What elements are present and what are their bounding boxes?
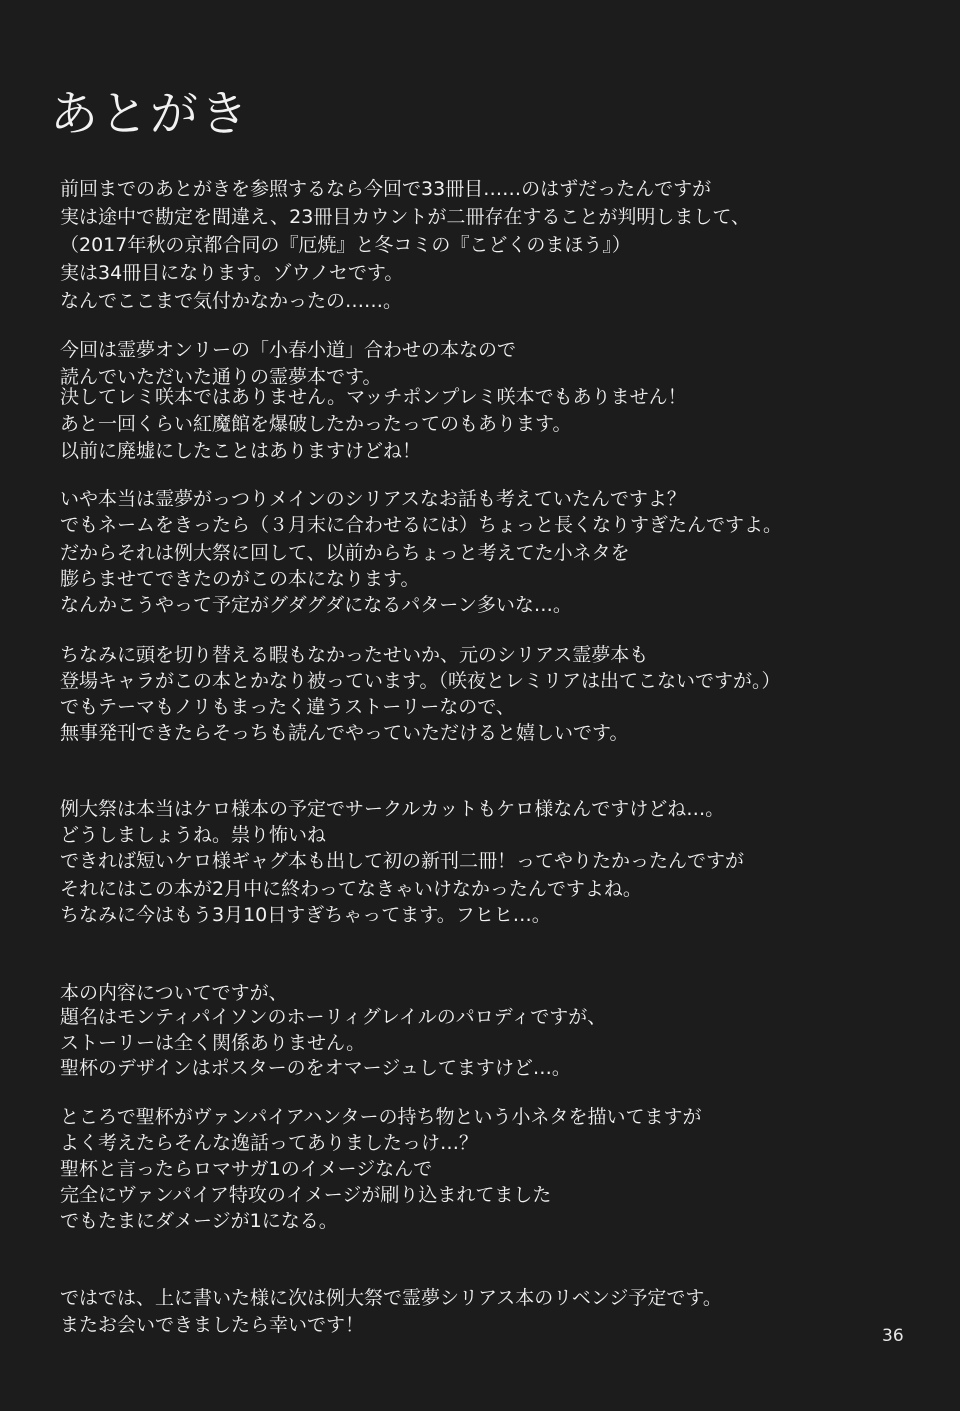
text-line: 完全にヴァンパイア特攻のイメージが刷り込まれてました	[60, 1184, 552, 1206]
text-line: またお会いできましたら幸いです！	[60, 1314, 365, 1336]
text-line: それにはこの本が2月中に終わってなきゃいけなかったんですよね。	[60, 878, 642, 900]
text-line: ちなみに今はもう3月10日すぎちゃってます。フヒヒ…。	[60, 904, 551, 926]
text-line: 読んでいただいた通りの霊夢本です。	[60, 366, 382, 388]
text-line: でもテーマもノリもまったく違うストーリーなので、	[60, 696, 515, 718]
text-line: 実は34冊目になります。ゾウノセです。	[60, 262, 404, 284]
text-line: どうしましょうね。祟り怖いね	[60, 824, 327, 846]
text-line: 無事発刊できたらそっちも読んでやっていただけると嬉しいです。	[60, 722, 629, 744]
text-line: ちなみに頭を切り替える暇もなかったせいか、元のシリアス霊夢本も	[60, 644, 649, 666]
text-line: よく考えたらそんな逸話ってありましたっけ…？	[60, 1132, 479, 1154]
text-line: 例大祭は本当はケロ様本の予定でサークルカットもケロ様なんですけどね…。	[60, 798, 725, 820]
text-line: 実は途中で勘定を間違え、23冊目カウントが二冊存在することが判明しまして、	[60, 206, 750, 228]
text-line: 本の内容についてですが、	[60, 982, 288, 1004]
text-line: ストーリーは全く関係ありません。	[60, 1032, 366, 1054]
text-line: ところで聖杯がヴァンパイアハンターの持ち物という小ネタを描いてますが	[60, 1106, 702, 1128]
text-line: 前回までのあとがきを参照するなら今回で33冊目……のはずだったんですが	[60, 178, 712, 200]
text-line: 題名はモンティパイソンのホーリィグレイルのパロディですが、	[60, 1006, 607, 1028]
text-line: 膨らませてできたのがこの本になります。	[60, 568, 420, 590]
page-number: 36	[882, 1326, 904, 1346]
text-line: でもたまにダメージが1になる。	[60, 1210, 338, 1232]
text-line: （2017年秋の京都合同の『厄焼』と冬コミの『こどくのまほう』）	[60, 234, 631, 256]
text-line: だからそれは例大祭に回して、以前からちょっと考えてた小ネタを	[60, 542, 630, 564]
text-line: あと一回くらい紅魔館を爆破したかったってのもあります。	[60, 413, 572, 435]
text-line: いや本当は霊夢がっつりメインのシリアスなお話も考えていたんですよ？	[60, 488, 686, 510]
text-line: 登場キャラがこの本とかなり被っています。（咲夜とレミリアは出てこないですが。）	[60, 670, 781, 692]
text-line: 聖杯と言ったらロマサガ1のイメージなんで	[60, 1158, 433, 1180]
text-line: 決してレミ咲本ではありません。マッチポンプレミ咲本でもありません！	[60, 386, 687, 408]
text-line: できれば短いケロ様ギャグ本も出して初の新刊二冊！ってやりたかったんですが	[60, 850, 745, 872]
text-line: ではでは、上に書いた様に次は例大祭で霊夢シリアス本のリベンジ予定です。	[60, 1287, 722, 1309]
text-line: でもネームをきったら（３月末に合わせるには）ちょっと長くなりすぎたんですよ。	[60, 514, 783, 536]
text-line: 聖杯のデザインはポスターのをオマージュしてますけど…。	[60, 1057, 571, 1079]
text-line: なんかこうやって予定がグダグダになるパターン多いな…。	[60, 594, 572, 616]
text-line: 以前に廃墟にしたことはありますけどね！	[60, 440, 422, 462]
page-title: あとがき	[50, 86, 251, 142]
text-line: 今回は霊夢オンリーの「小春小道」合わせの本なので	[60, 339, 517, 361]
text-line: なんでここまで気付かなかったの……。	[60, 290, 403, 312]
